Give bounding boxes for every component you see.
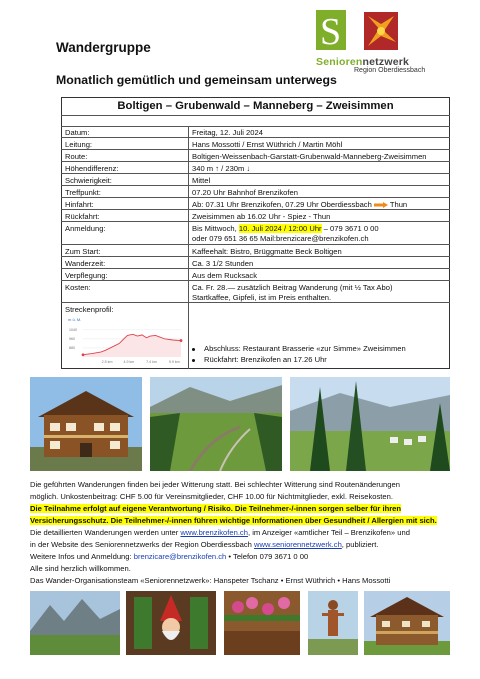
link-seniorennetzwerk[interactable]: www.seniorennetzwerk.ch: [254, 540, 342, 549]
value-treffpunkt: 07.20 Uhr Bahnhof Brenzikofen: [192, 188, 298, 197]
chart-area: [83, 334, 181, 357]
divider: [61, 149, 450, 150]
body-text: Alle sind herzlich willkommen.: [30, 564, 131, 573]
column-divider: [188, 126, 189, 369]
chart-x-tick: 2.5 km: [101, 360, 113, 364]
divider: [61, 197, 450, 198]
divider: [61, 185, 450, 186]
bullet-icon: [192, 359, 195, 362]
disclaimer-text: Die Teilnahme erfolgt auf eigene Verantwortung / Risiko. Die Teilnehmer-/-innen sorgen selber für ihren: [30, 504, 402, 513]
label-streckenprofil: Streckenprofil:: [65, 305, 114, 314]
value-kosten-line1: Ca. Fr. 28.— zusätzlich Beitrag Wanderung (mit ½ Tax Abo): [192, 283, 393, 292]
value-rueckfahrt: Zweisimmen ab 16.02 Uhr - Spiez - Thun: [192, 212, 331, 221]
page-subtitle: Monatlich gemütlich und gemeinsam unterwegs: [56, 73, 337, 87]
chart-x-tick: 4.9 km: [123, 360, 135, 364]
value-wanderzeit: Ca. 3 1/2 Stunden: [192, 259, 254, 268]
label-anmeldung: Anmeldung:: [65, 224, 106, 233]
label-wanderzeit: Wanderzeit:: [65, 259, 106, 268]
label-treffpunkt: Treffpunkt:: [65, 188, 101, 197]
route-title: Boltigen – Grubenwald – Manneberg – Zweisimmen: [117, 100, 394, 112]
divider: [61, 126, 450, 127]
chart-y-tick: 1040: [69, 328, 77, 333]
chart-endpoint: [180, 339, 183, 342]
value-anmeldung-line1: Bis Mittwoch, 10. Juli 2024 / 12:00 Uhr – 079 3671 0 00: [192, 224, 379, 233]
divider: [61, 209, 450, 210]
divider: [61, 302, 450, 303]
body-text: möglich. Unkostenbeitrag: CHF 5.00 für Vereinsmitglieder, CHF 10.00 für Nichtmitglieder, exkl. Reisekosten.: [30, 492, 393, 501]
label-kosten: Kosten:: [65, 283, 91, 292]
divider: [61, 280, 450, 281]
divider: [61, 137, 450, 138]
value-hinfahrt: Ab: 07.31 Uhr Brenzikofen, 07.29 Uhr Oberdiessbach Thun: [192, 200, 408, 209]
value-zumstart: Kaffeehalt: Bistro, Brüggmatte Beck Boltigen: [192, 247, 342, 256]
chart-endpoint: [82, 353, 85, 356]
label-leitung: Leitung:: [65, 140, 93, 149]
link-brenzikofen[interactable]: www.brenzikofen.ch: [180, 528, 248, 537]
bullet-icon: [192, 348, 195, 351]
label-schwierigkeit: Schwierigkeit:: [65, 176, 112, 185]
value-kosten-line2: Startkaffee, Gipfeli, ist im Preis enthalten.: [192, 293, 332, 302]
label-hinfahrt: Hinfahrt:: [65, 200, 94, 209]
link-email[interactable]: brenzicare@brenzikofen.ch: [133, 552, 227, 561]
chart-ylabel: m ü. M.: [68, 317, 82, 322]
value-verpflegung: Aus dem Rucksack: [192, 271, 257, 280]
divider: [61, 161, 450, 162]
body-text: Die detaillierten Wanderungen werden unter www.brenzikofen.ch, im Anzeiger «amtlicher Teil – Brenzikofen» und: [30, 528, 410, 537]
dwarf-figure-photo: [126, 591, 216, 655]
arrow-right-icon: [374, 202, 388, 208]
divider: [61, 268, 450, 269]
logo-wordmark: Seniorennetzwerk: [316, 56, 410, 68]
arrow-down-icon: ↓: [246, 164, 251, 173]
chalet-photo: [30, 377, 142, 471]
bullet-item: Abschluss: Restaurant Brasserie «zur Simme» Zweisimmen: [192, 344, 406, 353]
value-hoehe: 340 m ↑ / 230m ↓: [192, 164, 251, 173]
divider: [61, 221, 450, 222]
divider: [61, 244, 450, 245]
statue-photo: [308, 591, 358, 655]
value-route: Boltigen-Weissenbach-Garstatt-Grubenwald-Manneberg-Zweisimmen: [192, 152, 427, 161]
page-title: Wandergruppe: [56, 40, 151, 55]
value-schwierigkeit: Mittel: [192, 176, 211, 185]
divider: [61, 173, 450, 174]
elevation-profile-chart: [65, 315, 187, 365]
value-anmeldung-line2: oder 079 651 36 65 Mail:brenzicare@brenzikofen.ch: [192, 234, 369, 243]
flower-balcony-photo: [224, 591, 300, 655]
chart-x-tick: 7.4 km: [146, 360, 157, 364]
mountain-photo: [30, 591, 120, 655]
bullet-item: Rückfahrt: Brenzikofen an 17.26 Uhr: [192, 355, 327, 364]
team-text: Das Wander-Organisationsteam «Seniorennetzwerk»: Hanspeter Tschanz • Ernst Wüthrich • Hans Mossotti: [30, 576, 391, 585]
alpine-village-photo: [290, 377, 450, 471]
body-text: in der Website des Seniorennetzwerks der Region Oberdiessbach www.seniorennetzwerk.ch, publiziert.: [30, 540, 379, 549]
label-hoehe: Höhendifferenz:: [65, 164, 119, 173]
chart-y-tick: 960: [69, 337, 75, 342]
label-route: Route:: [65, 152, 88, 161]
body-text: Die geführten Wanderungen finden bei jeder Witterung statt. Bei schlechter Witterung sind Routenänderungen: [30, 480, 400, 489]
farmhouse-photo: [364, 591, 450, 655]
valley-railway-photo: [150, 377, 282, 471]
divider: [61, 115, 450, 116]
disclaimer-text: Versicherungsschutz. Die Teilnehmer-/-innen führen wichtige Informationen über Gesundheit / Allergien mit sich.: [30, 516, 437, 525]
label-verpflegung: Verpflegung:: [65, 271, 108, 280]
chart-y-tick: 880: [69, 346, 75, 351]
logo-subtitle: Region Oberdiessbach: [354, 67, 426, 74]
value-leitung: Hans Mossotti / Ernst Wüthrich / Martin Möhl: [192, 140, 343, 149]
label-rueckfahrt: Rückfahrt:: [65, 212, 100, 221]
body-text: Weitere Infos und Anmeldung: brenzicare@brenzikofen.ch • Telefon 079 3671 0 00: [30, 552, 309, 561]
svg-text:S: S: [320, 11, 342, 53]
label-datum: Datum:: [65, 128, 90, 137]
value-datum: Freitag, 12. Juli 2024: [192, 128, 263, 137]
chart-x-tick: 9.9 km: [168, 360, 180, 364]
divider: [61, 256, 450, 257]
label-zumstart: Zum Start:: [65, 247, 101, 256]
arrow-up-icon: ↑: [215, 164, 220, 173]
